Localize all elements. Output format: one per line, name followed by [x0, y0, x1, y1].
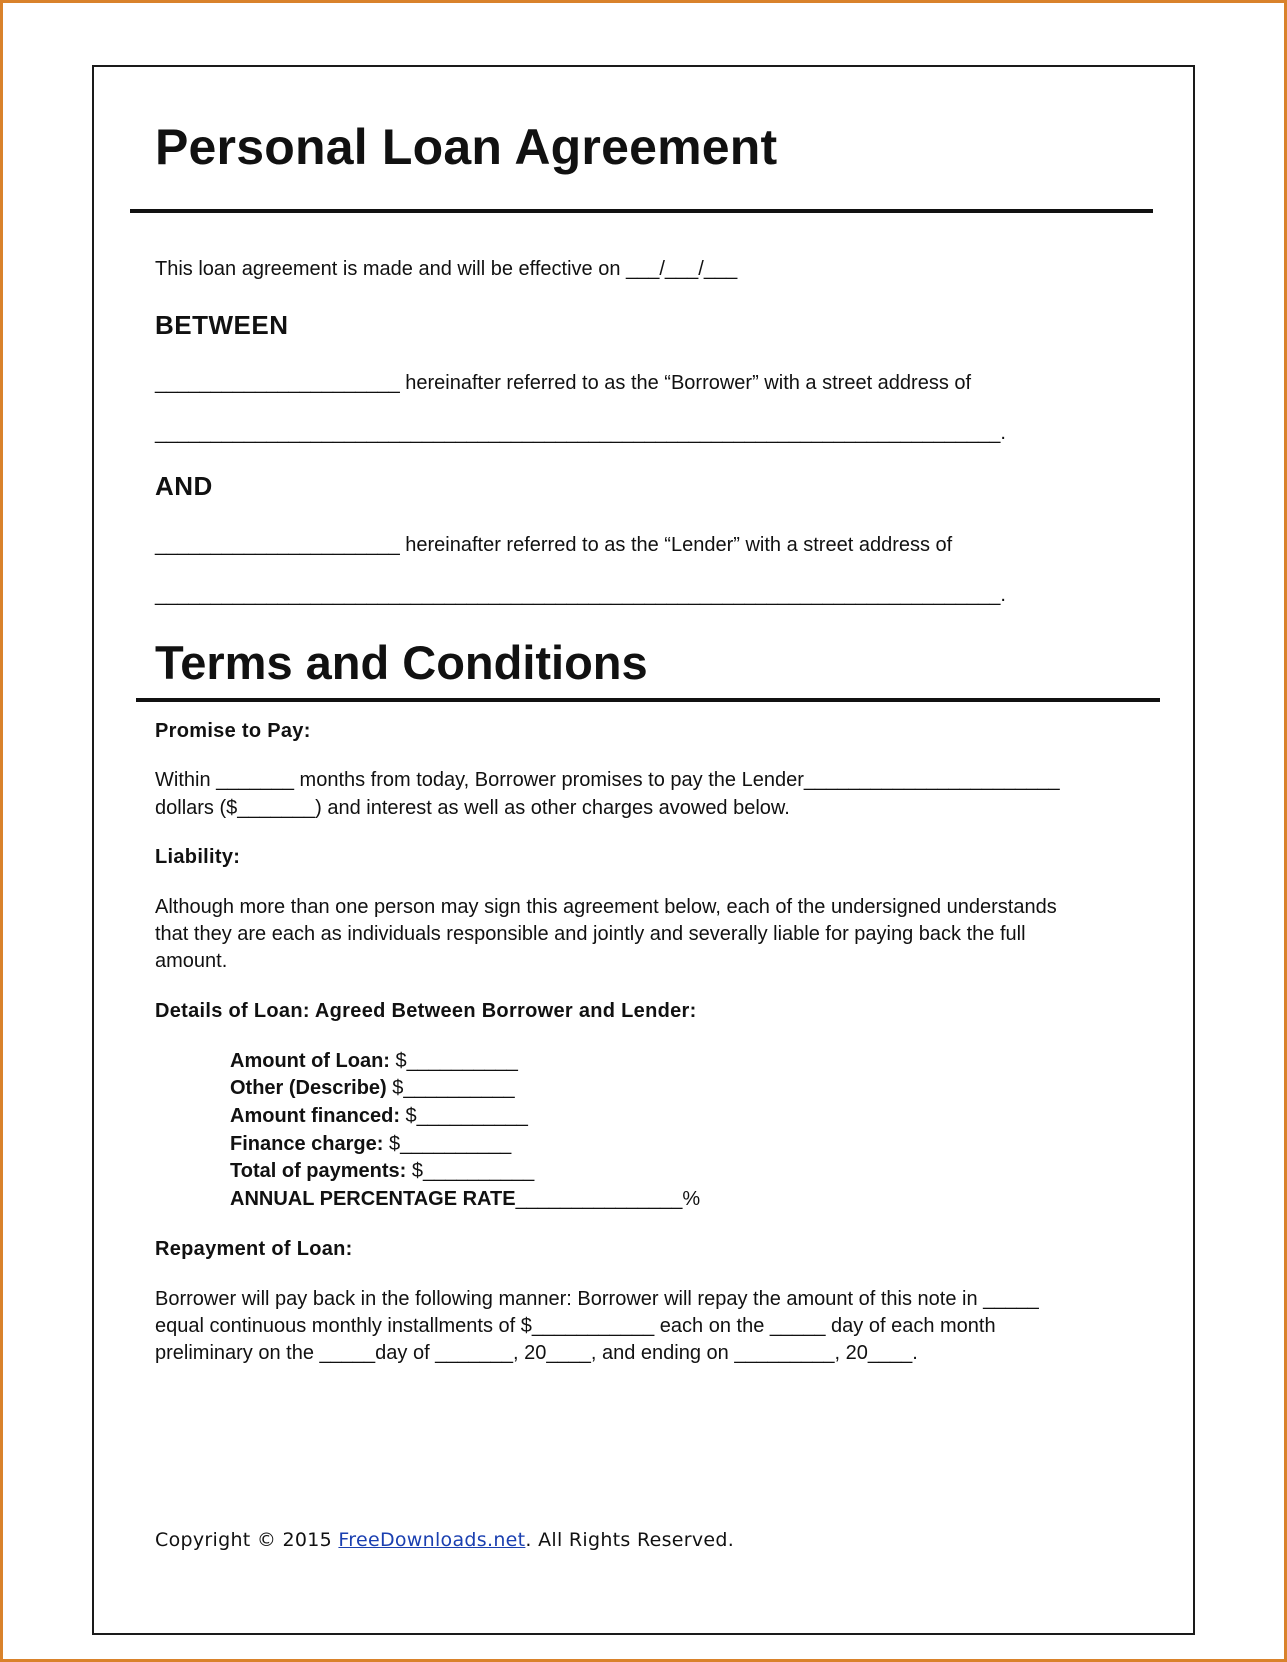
borrower-address-line: ____________________________________________________________________________. [155, 422, 1006, 444]
detail-row-amount-of-loan [230, 1050, 518, 1073]
liability-line-1: Although more than one person may sign this agreement below, each of the undersigned understands [155, 896, 1057, 918]
detail-value: $__________ [400, 1105, 528, 1127]
title-divider [130, 209, 1153, 213]
terms-heading: Terms and Conditions [155, 636, 648, 689]
lender-line: ______________________ hereinafter referred to as the “Lender” with a street address of [155, 534, 953, 556]
repayment-line-2: equal continuous monthly installments of $___________ each on the _____ day of each month [155, 1315, 996, 1337]
repayment-line-1: Borrower will pay back in the following manner: Borrower will repay the amount of this note in _____ [155, 1288, 1039, 1310]
detail-label: Amount of Loan: [230, 1050, 390, 1072]
freedownloads-link[interactable]: FreeDownloads.net [338, 1529, 526, 1551]
detail-row-finance-charge [230, 1133, 511, 1156]
detail-value: $__________ [389, 1050, 518, 1072]
promise-line-2: dollars ($_______) and interest as well as other charges avowed below. [155, 797, 790, 819]
promise-heading: Promise to Pay: [155, 720, 311, 742]
detail-row-other [230, 1077, 515, 1100]
document-page [92, 65, 1195, 1635]
detail-row-total-payments [230, 1160, 534, 1183]
detail-label: Total of payments: [230, 1160, 407, 1182]
detail-value: _______________% [515, 1188, 701, 1210]
borrower-line: ______________________ hereinafter referred to as the “Borrower” with a street address of [155, 372, 972, 394]
between-heading: BETWEEN [155, 310, 289, 340]
terms-divider [136, 698, 1160, 702]
repayment-line-3: preliminary on the _____day of _______, 20____, and ending on _________, 20____. [155, 1342, 918, 1364]
detail-value: $__________ [406, 1160, 535, 1182]
and-heading: AND [155, 471, 213, 501]
liability-heading: Liability: [155, 846, 241, 868]
document-title: Personal Loan Agreement [155, 119, 778, 175]
detail-value: $__________ [383, 1133, 512, 1155]
detail-row-amount-financed [230, 1105, 528, 1128]
promise-line-1: Within _______ months from today, Borrower promises to pay the Lender_______________________ [155, 769, 1060, 791]
copyright-footer [155, 1529, 734, 1551]
lender-address-line: ____________________________________________________________________________. [155, 584, 1006, 606]
detail-label: Other (Describe) [230, 1077, 387, 1099]
detail-row-apr [230, 1188, 700, 1211]
detail-value: $__________ [386, 1077, 515, 1099]
detail-label: ANNUAL PERCENTAGE RATE [230, 1188, 516, 1210]
details-heading: Details of Loan: Agreed Between Borrower and Lender: [155, 1000, 697, 1022]
repayment-heading: Repayment of Loan: [155, 1238, 353, 1260]
effective-date-line: This loan agreement is made and will be effective on ___/___/___ [155, 258, 738, 280]
copyright-prefix: Copyright © 2015 [155, 1529, 339, 1551]
detail-label: Amount financed: [230, 1105, 400, 1127]
copyright-suffix: . All Rights Reserved. [525, 1529, 735, 1551]
detail-label: Finance charge: [230, 1133, 384, 1155]
liability-line-3: amount. [155, 950, 228, 972]
liability-line-2: that they are each as individuals responsible and jointly and severally liable for paying back the full [155, 923, 1026, 945]
